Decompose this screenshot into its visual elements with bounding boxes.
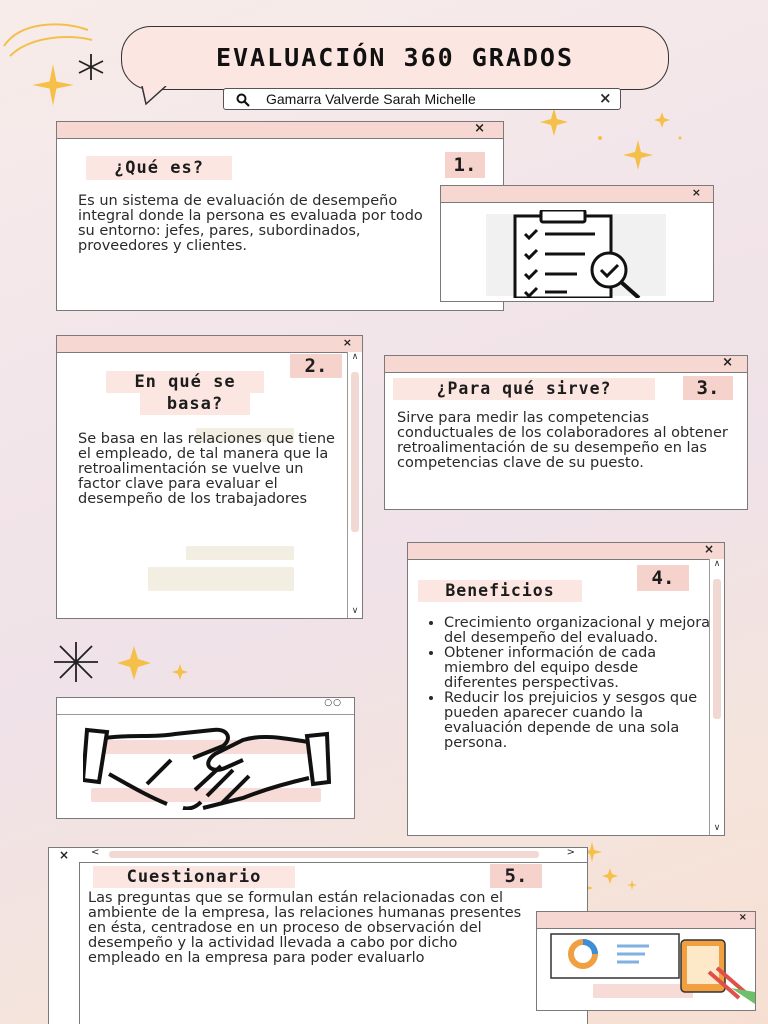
close-icon[interactable]: ×: [691, 186, 701, 199]
scroll-thumb[interactable]: [351, 372, 359, 532]
scroll-left-icon[interactable]: <: [91, 847, 100, 858]
close-icon[interactable]: ×: [738, 912, 747, 923]
list-item: • Crecimiento organizacional y mejora del desempeño del evaluado.: [444, 616, 714, 646]
search-text: Gamarra Valverde Sarah Michelle: [266, 91, 476, 107]
page-title: EVALUACIÓN 360 GRADOS: [215, 43, 575, 72]
section5-number: 5.: [490, 864, 542, 888]
sparkles-cluster-icon: [540, 108, 690, 188]
title-bar: [408, 543, 724, 560]
close-icon[interactable]: ×: [474, 121, 485, 136]
scroll-down-icon[interactable]: ∨: [713, 823, 721, 833]
section3-title: ¿Para qué sirve?: [393, 378, 655, 400]
search-bar[interactable]: [223, 88, 621, 110]
close-icon[interactable]: ×: [342, 336, 352, 349]
section3-number: 3.: [683, 376, 733, 400]
scroll-up-icon[interactable]: ∧: [713, 559, 721, 569]
checklist-magnifier-icon: [511, 210, 641, 298]
section1-number: 1.: [445, 152, 485, 178]
window-handshake: [56, 697, 355, 819]
section2-number: 2.: [290, 354, 342, 378]
handshake-icon: [83, 724, 331, 810]
title-bar: [57, 698, 354, 715]
scroll-down-icon[interactable]: ∨: [351, 606, 359, 616]
section1-text: Es un sistema de evaluación de desempeño integral donde la persona es evaluada por todo su entorno: jefes, pares, subordinados, proveedores y clientes.: [78, 193, 423, 254]
section4-title: Beneficios: [418, 580, 582, 602]
close-icon[interactable]: ×: [703, 542, 714, 556]
asterisk-icon: [76, 52, 106, 82]
sparkle-left-cluster-icon: [52, 638, 202, 688]
window-checklist-image: [440, 185, 714, 302]
list-item: • Reducir los prejuicios y sesgos que pueden aparecer cuando la evaluación depende de una sola persona.: [444, 691, 714, 751]
scroll-thumb[interactable]: [109, 851, 539, 858]
placeholder-block: [186, 546, 294, 560]
title-bar: [441, 186, 713, 203]
section5-title: Cuestionario: [93, 866, 295, 888]
close-icon[interactable]: ×: [722, 355, 733, 370]
section4-number: 4.: [637, 565, 689, 591]
section3-text: Sirve para medir las competencias conductuales de los colaboradores al obtener retroalimentación de su desempeño en las competencias clave de su puesto.: [397, 410, 728, 471]
bubble-tail: [140, 86, 170, 106]
sparkle-icon: [30, 62, 76, 108]
placeholder-block: [148, 567, 294, 591]
left-rail: [49, 848, 80, 1024]
scrollbar[interactable]: [347, 352, 362, 618]
window-buttons[interactable]: ○○: [324, 698, 342, 708]
scroll-thumb[interactable]: [713, 579, 721, 719]
search-icon: [236, 93, 250, 107]
window-questionnaire-image: [536, 911, 756, 1011]
section2-title-line2: basa?: [140, 393, 250, 415]
title-bar: [385, 356, 747, 373]
section2-title-line1: En qué se: [106, 371, 264, 393]
title-bar: [537, 912, 755, 929]
benefits-list: [424, 616, 714, 751]
questionnaire-devices-icon: [549, 932, 755, 1004]
search-clear-icon[interactable]: ×: [599, 89, 612, 107]
section2-text: Se basa en las relaciones que tiene el empleado, de tal manera que la retroalimentación se vuelve un factor clave para evaluar el desempeño de los trabajadores: [78, 431, 335, 507]
title-bar: [57, 122, 503, 139]
section1-title: ¿Qué es?: [86, 156, 232, 180]
title-bar: [57, 336, 362, 353]
section5-text: Las preguntas que se formulan están relacionadas con el ambiente de la empresa, las relaciones humanas presentes en ésta, centradose en un proceso de observación del desempeño y la actividad llevada a cabo por dicho empleado en la empresa para poder evaluarlo: [88, 890, 522, 966]
scroll-up-icon[interactable]: ∧: [351, 352, 359, 362]
list-item: • Obtener información de cada miembro del equipo desde diferentes perspectivas.: [444, 646, 714, 691]
horizontal-scrollbar[interactable]: [79, 848, 587, 863]
scroll-right-icon[interactable]: >: [566, 847, 575, 858]
close-icon[interactable]: ×: [59, 848, 70, 862]
